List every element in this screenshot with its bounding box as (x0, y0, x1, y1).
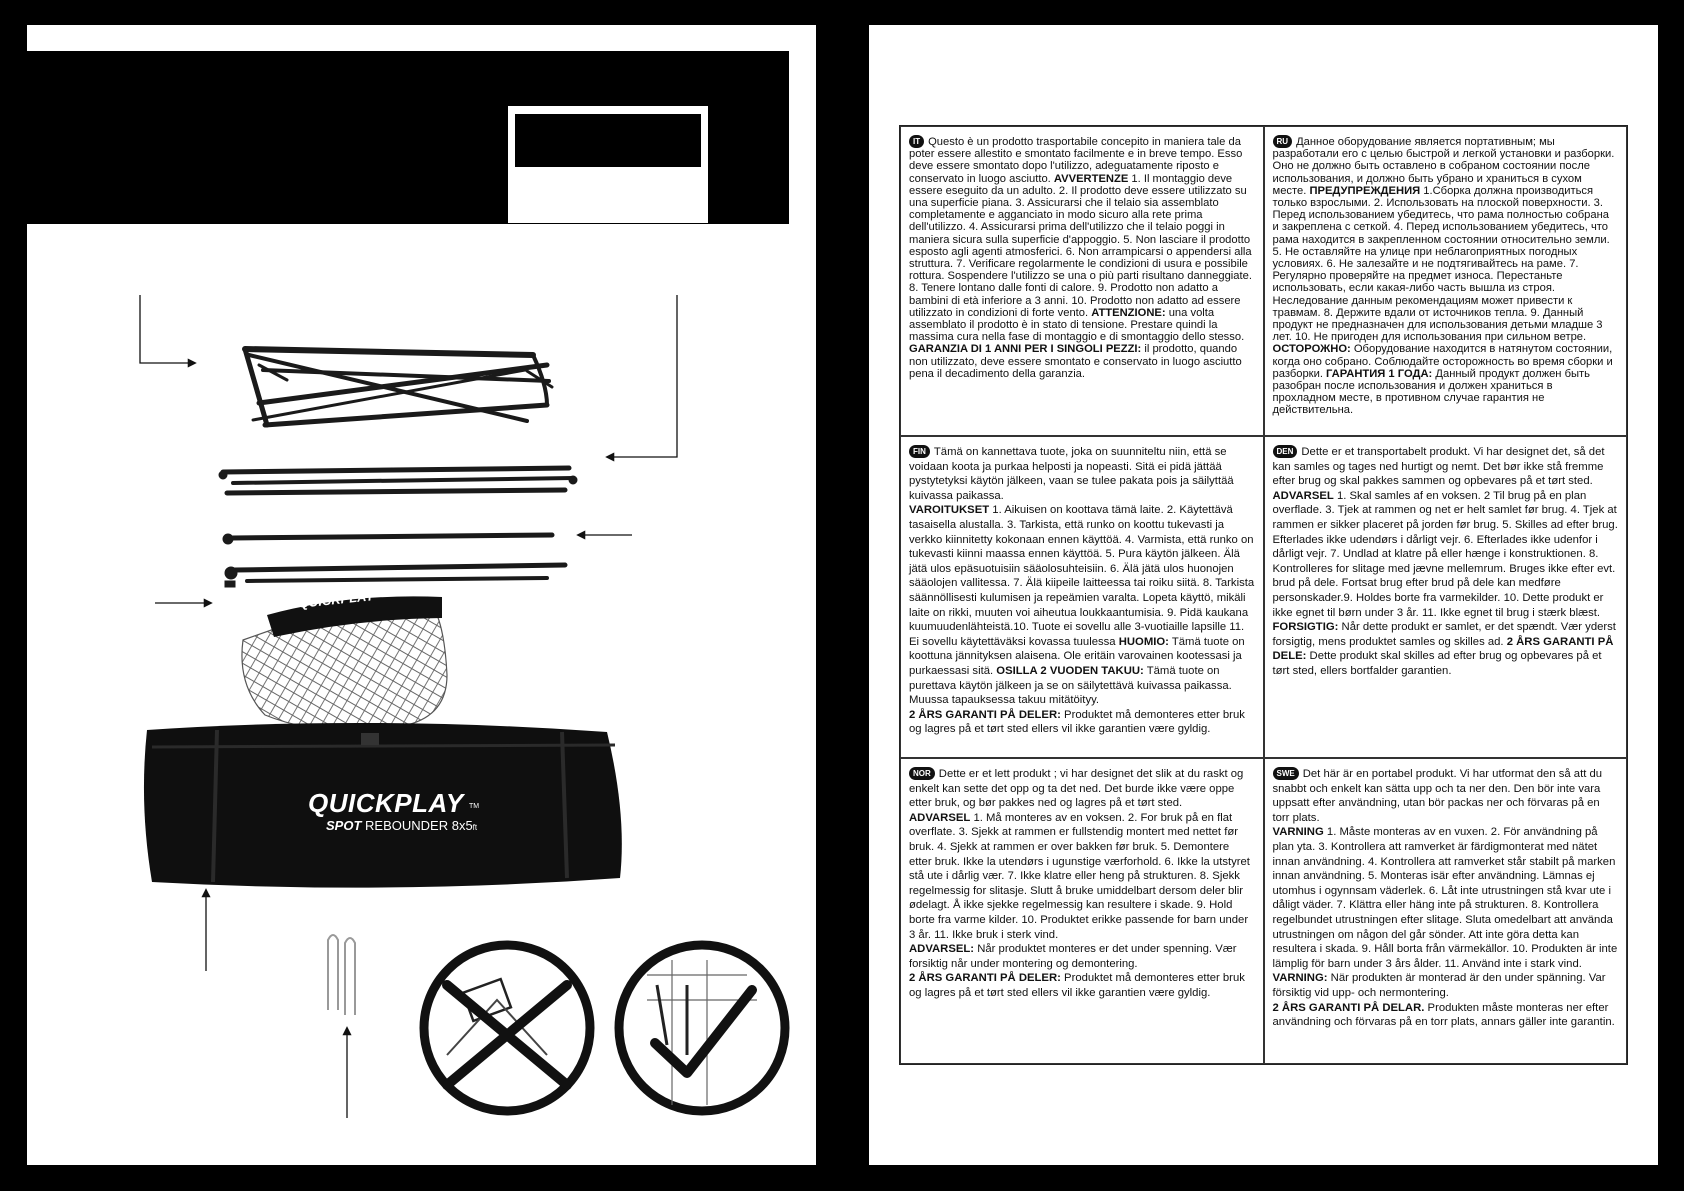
net-bundle (242, 596, 447, 730)
swe-intro: Det här är en portabel produkt. Vi har utformat den så att du snabbt och enkelt kan sätta upp och ta ner den. Den bör inte vara uppsatt efter användning, utan bör packas ner och förvaras på en torr plats. (1272, 768, 1603, 824)
it-attention-label: ATTENZIONE: (1091, 306, 1166, 319)
lang-badge-fin: FIN (909, 445, 930, 458)
it-warn-text: 1. Il montaggio deve essere eseguito da un adulto. 2. Il prodotto deve essere utilizzato su una superficie piana. 3. Assicurarsi che il telaio sia assemblato completamente e agganciato in modo sicuro alla rete prima dell'utilizzo. 4. Assicurarsi prima dell'utilizzo che il telaio poggi in maniera sicura sulla superficie d'appoggio. 5. Non lasciare il prodotto esposto agli agenti atmosferici. 6. Non arrampicarsi o appendersi alla struttura. 7. Verificare regolarmente le condizioni di usura e possibile rottura. Sospendere l'utilizzo se una o più parti risultano danneggiate. 8. Tenere lontano dalle fonti di calore. 9. Prodotto non adatto a bambini di età inferiore a 3 anni. 10. Prodotto non adatto ad essere utilizzato in condizioni di forte vento. (909, 172, 1252, 319)
den-caution-text: Når dette produkt er samlet, er det spændt. Vær yderst forsigtig, mens produktet samles og skilles ad. (1272, 621, 1616, 648)
ru-guarantee-label: ГАРАНТИЯ 1 ГОДА: (1326, 367, 1433, 380)
it-intro: Questo è un prodotto trasportabile concepito in maniera tale da poter essere allestito e smontato facilmente e in breve tempo. Esso deve essere smontato dopo l'utilizzo, adeguatamente riposto e conservato in luogo asciutto. (909, 136, 1243, 185)
ru-guarantee-text: Данный продукт должен быть разобран после использования и должен храниться в прохладном месте, в противном случае гарантия не действительна. (1272, 367, 1590, 417)
lang-badge-ru: RU (1273, 135, 1293, 148)
den-warn-text: 1. Skal samles af en voksen. 2 Til brug på en plan overflade. 3. Tjek at rammen og net er helt samlet før brug. 4. Tjek at rammen er sikker placeret på jorden før brug. 5. Skilles ad efter brug. Efterlades ikke udendørs i dårligt vejr. 6. Efterlades ikke udenfor i dårligt vejr. 7. Undlad at klatre på eller hænge i konstruktionen. 8. Kontrolleres for slitage med jævne mellemrum. Bruges ikke efter evt. brud på dele. Fortsat brug efter brud på dele kan medføre personskader.9. Holdes borte fra varmekilder. 10. Dette produkt er ikke egnet til børn under 3 år. 11. Ikke egnet til brug i stærk blæst. (1272, 489, 1618, 619)
right-page (869, 25, 1658, 1165)
short-poles (223, 534, 565, 587)
lang-badge-nor: NOR (909, 767, 935, 780)
section-nor (900, 758, 1264, 1064)
nor-guarantee-text: Produktet må demonteres etter bruk og lagres på et tørt sted ellers vil ikke garantien være gyldig. (909, 972, 1245, 999)
ground-pegs (328, 935, 355, 1015)
fin-intro: Tämä on kannettava tuote, joka on suunniteltu niin, että se voidaan koota ja purkaa helposti ja nopeasti. Sitä ei pidä jättää pystytetyksi käytön jälkeen, vaan se tulee pakata pois ja säilyttää kuivassa paikassa. (909, 446, 1234, 502)
swe-guarantee-label: 2 ÅRS GARANTI PÅ DELAR. (1272, 1001, 1425, 1014)
section-fin (900, 436, 1264, 758)
nor-guarantee-label: 2 ÅRS GARANTI PÅ DELER: (909, 972, 1061, 985)
it-guarantee-label: GARANZIA DI 1 ANNI PER I SINGOLI PEZZI: (909, 343, 1142, 356)
section-it (900, 126, 1264, 436)
swe-caution-text: När produkten är monterad är den under spänning. Var försiktig vid upp- och nermontering. (1272, 972, 1606, 999)
nor-caution-text: Når produktet monteres er det under spenning. Vær forsiktig når under montering og demontering. (909, 943, 1237, 970)
lang-badge-swe: SWE (1273, 767, 1299, 780)
nor-caution-label: ADVARSEL: (909, 943, 975, 956)
it-guarantee-text: il prodotto, quando non utilizzato, deve essere smontato e conservato in luogo asciutto pena il decadimento della garanzia. (909, 343, 1242, 380)
bag-model: REBOUNDER 8x5 (365, 818, 473, 833)
fin-note-label: HUOMIO: (1118, 635, 1169, 648)
nor-warn-text: 1. Må monteres av en voksen. 2. For bruk på en flat overflate. 3. Sjekk at rammen er fullstendig montert med nettet før bruk. 4. Sjekk at rammen er over bakken før bruk. 5. Demontere etter bruk. Ikke la utendørs i ugunstige værforhold. 6. Ikke la utstyret stå ute i dårlig vær. 7. Ikke klatre eller heng på strukturen. 8. Sjekk regelmessig for slitasje. Slutt å bruke umiddelbart dersom deler blir ødelagt. Å ikke sjekke regelmessig kan resultere i skade. 9. Hold borte fra varme kilder. 10. Produktet erikke passende for barn under 3 år. 11. Ikke bruk i sterk vind. (909, 811, 1250, 941)
net-brand-label: QUICKPLAY (298, 588, 375, 611)
fin-note-text: Tämä tuote on koottuna jännityksen alaisena. Ole eritäin varovainen kootessasi ja purkaessasi sitä. (909, 635, 1245, 677)
nor-intro: Dette er et lett produkt ; vi har designet det slik at du raskt og enkelt kan sette det opp og ta det ned. Det burde ikke være oppe etter bruk, og bør pakkes ned og lagres på et tørt sted. (909, 768, 1244, 810)
fin-warn-text: 1. Aikuisen on koottava tämä laite. 2. Käytettävä tasaisella alustalla. 3. Tarkista, että runko on koottu tukevasti ja verkko kiinnitetty kokonaan ennen käyttöä. 4. Varmista, että runko on tukevasti kiinni maassa ennen käyttöä. 5. Pura käytön jälkeen. Älä jätä ulos epäsuotuisiin sääolosuhteisiin. 6. Älä jätä ulos huonojen sääolojen vallitessa. 7. Älä kiipeile laitteessa tai roiku siitä. 8. Tarkista säännöllisesti kulumisen ja repeämien varalta. Lopeta käyttö, mikäli laite on rikki, muuten voi aiheutua loukkaantumisia. 9. Pidä kaukana kuumuudenlähteistä.10. Tuote ei sovellu alle 3-vuotiaille lapsille 11. Ei sovellu käytettäväksi kovassa tuulessa (909, 504, 1255, 648)
fin-guarantee2-text: Produktet må demonteres etter bruk og lagres på et tørt sted ellers vil ikke garantien være gyldig. (909, 708, 1245, 736)
bag-spot: SPOT (326, 818, 362, 833)
swe-caution-label: VARNING: (1272, 972, 1328, 985)
lang-badge-den: DEN (1273, 445, 1298, 458)
nor-warn-label: ADVARSEL (909, 811, 971, 824)
swe-warn-label: VARNING (1272, 826, 1324, 839)
prohibited-usage-icon (424, 945, 590, 1111)
fin-guarantee-label: OSILLA 2 VUODEN TAKUU: (996, 664, 1144, 677)
parts-illustration (27, 25, 816, 1165)
fin-guarantee2-label: 2 ÅRS GARANTI PÅ DELER: (909, 708, 1061, 721)
den-guarantee-label: 2 ÅRS GARANTI PÅ DELE: (1272, 635, 1614, 663)
bag-unit: ft (472, 823, 478, 832)
lang-badge-it: IT (909, 135, 924, 148)
ru-warn-text: 1.Сборка должна производиться только взрослыми. 2. Использовать на плоской поверхности. 3. Перед использованием убедитесь, что рама полностью собрана и закреплена с сеткой. 4. Перед использованием убедитесь, что рама находится в закрепленном состоянии относительно земли. 5. Не оставляйте на улице при неблагоприятных погодных условиях. 6. Не залезайте и не подтягивайтесь на раме. 7. Регулярно проверяйте на предмет износа. Перестаньте использовать, если какая-либо часть вышла из строя. Неследование данным рекомендациям может привести к травмам. 8. Держите вдали от источников тепла. 9. Данный продукт не предназначен для использования детьми младше 3 лет. 10. Не пригоден для использования при сильном ветре. (1272, 184, 1610, 344)
ru-caution-label: ОСТОРОЖНО: (1272, 343, 1351, 356)
left-page (27, 25, 816, 1165)
swe-guarantee-text: Produkten måste monteras ner efter användning och förvaras på en torr plats, annars gäller inte garantin. (1272, 1001, 1615, 1029)
correct-usage-icon (619, 945, 785, 1111)
it-attention-text: una volta assemblato il prodotto è in stato di tensione. Prestare quindi la massima cura nella fase di montaggio e di smontaggio dello stesso. (909, 306, 1245, 344)
ru-caution-text: Оборудование находится в натянутом состоянии, когда оно собрано. Соблюдайте осторожность во время сборки и разборки. (1272, 343, 1613, 380)
arrow-long-poles (607, 295, 677, 457)
den-warn-label: ADVARSEL (1272, 489, 1334, 502)
ru-warn-label: ПРЕДУПРЕЖДЕНИЯ (1309, 184, 1421, 197)
fin-warn-label: VAROITUKSET (909, 504, 990, 517)
bag-model-label (326, 818, 477, 833)
arrow-frame (140, 295, 195, 363)
swe-warn-text: 1. Måste monteras av en vuxen. 2. För användning på plan yta. 3. Kontrollera att ramverket är färdigmonterat med nätet innan användning. 4. Kontrollera att ramverket står stabilt på marken innan användning. 5. Monteras isär efter användning. Lämnas ej utomhus i ogynnsam väderlek. 6. Låt inte utrustningen stå kvar ute i dåligt väder. 7. Klättra eller häng inte på strukturen. 8. Kontrollera regelbundet utrustningen efter slitage. Sluta omedelbart att använda utrustningen om någon del går sönder. Att inte göra detta kan resultera i skada. 9. Håll borta från värmekällor. 10. Produkten är inte lämplig för barn under 3 års ålder. 11. Använd inte i stark vind. (1272, 826, 1618, 970)
den-guarantee-text: Dette produkt skal skilles ad efter brug og opbevares på et tørt sted, ellers bortfalder garantien. (1272, 650, 1602, 677)
instructions-grid (899, 125, 1628, 1065)
den-caution-label: FORSIGTIG: (1272, 621, 1339, 634)
section-swe (1264, 758, 1628, 1064)
long-poles (219, 468, 577, 493)
section-ru (1264, 126, 1628, 436)
den-intro: Dette er et transportabelt produkt. Vi har designet det, så det kan samles og tages ned hurtigt og nemt. Det bør ikke stå fremme efter brug og skal pakkes sammen og opbevares på et tørt sted. (1272, 446, 1605, 488)
bag-trademark: TM (469, 803, 480, 810)
it-warn-label: AVVERTENZE (1053, 172, 1129, 185)
folded-frame (245, 349, 552, 425)
fin-guarantee-text: Tämä tuote on purettava käytön jälkeen ja se on säilytettävä kuivassa paikassa. Muussa tapauksessa takuu mitätöityy. (909, 664, 1232, 707)
ru-intro: Данное оборудование является портативным; мы разработали его с целью быстрой и легкой установки и разборки. Оно не должно быть оставлено в собраном состоянии после использования, и должно быть убрано и храниться в сухом месте. (1272, 136, 1615, 197)
section-den (1264, 436, 1628, 758)
bag-brand-logo: QUICKPLAY (308, 788, 464, 818)
